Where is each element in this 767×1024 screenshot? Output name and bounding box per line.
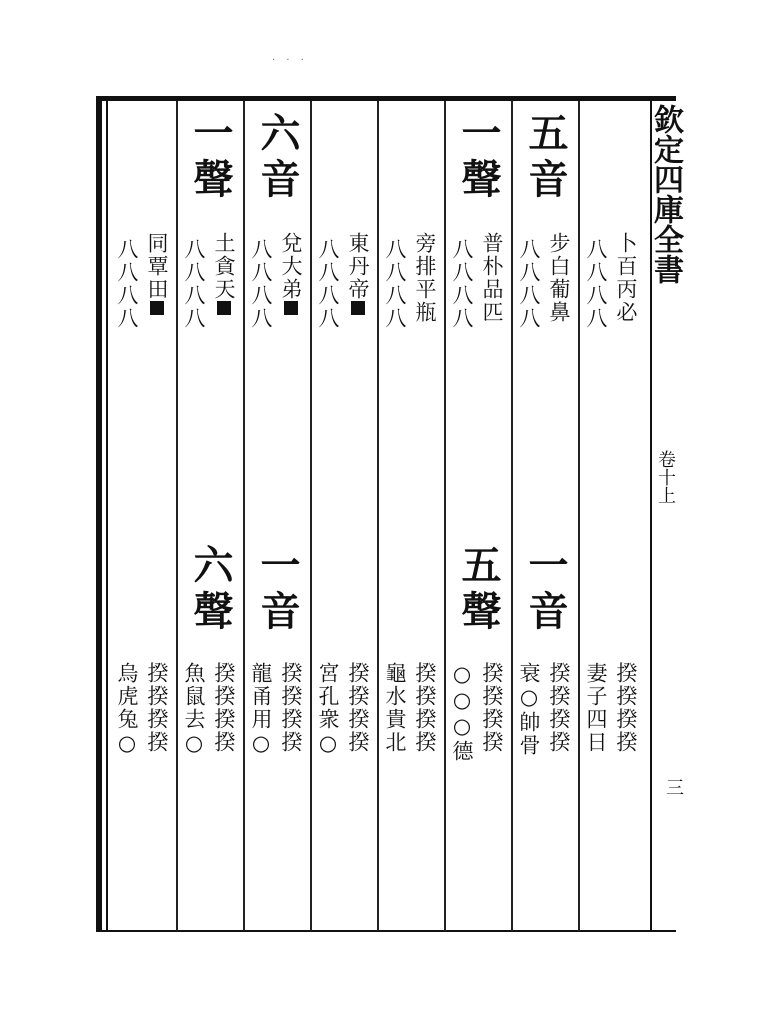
- lower-tone-column: 揆揆揆揆: [212, 662, 236, 754]
- upper-syllable-column: 兌大弟: [278, 232, 304, 315]
- blank-square-glyph: [217, 301, 231, 315]
- lower-tone-column: 揆揆揆揆: [614, 662, 638, 754]
- lower-syllable-column: 宮孔衆○: [316, 662, 340, 757]
- blank-square-glyph: [150, 301, 164, 315]
- frame-inner-line: [106, 101, 108, 931]
- spine-page-number: 三: [663, 778, 684, 796]
- lower-column-label: 五聲: [455, 544, 502, 636]
- upper-syllable-column: 卜百丙必: [614, 232, 638, 324]
- blank-square-glyph: [351, 301, 365, 315]
- lower-syllable-column: 龍甬用○: [249, 662, 273, 757]
- lower-column-label: 六聲: [187, 544, 234, 636]
- upper-syllable-column: 步白葡鼻: [547, 232, 571, 324]
- column-rule: [578, 101, 580, 931]
- column-rule: [511, 101, 513, 931]
- column-rule: [377, 101, 379, 931]
- lower-column-label: 一音: [254, 544, 301, 636]
- lower-tone-column: 揆揆揆揆: [346, 662, 370, 754]
- upper-tone-column: 八八八八: [450, 238, 474, 330]
- upper-tone-column: 八八八八: [249, 238, 273, 330]
- lower-syllable-column: 衰○帥骨: [517, 662, 541, 757]
- upper-column-label: 一聲: [187, 112, 234, 204]
- upper-column-label: 一聲: [455, 112, 502, 204]
- column-rule: [310, 101, 312, 931]
- lower-syllable-column: 魚鼠去○: [182, 662, 206, 757]
- upper-syllable-column: 旁排平瓶: [413, 232, 437, 324]
- lower-tone-column: 揆揆揆揆: [279, 662, 303, 754]
- upper-column-label: 五音: [522, 112, 569, 204]
- upper-column-label: 六音: [254, 112, 301, 204]
- upper-syllable-column: 土貪天: [211, 232, 237, 315]
- upper-syllable-column: 東丹帝: [345, 232, 371, 315]
- lower-tone-column: 揆揆揆揆: [413, 662, 437, 754]
- lower-syllable-column: 妻子四日: [584, 662, 608, 754]
- upper-tone-column: 八八八八: [517, 238, 541, 330]
- upper-tone-column: 八八八八: [182, 238, 206, 330]
- lower-syllable-column: 烏虎兔○: [115, 662, 139, 757]
- upper-tone-column: 八八八八: [383, 238, 407, 330]
- upper-syllable-column: 普朴品匹: [480, 232, 504, 324]
- blank-square-glyph: [284, 301, 298, 315]
- lower-column-label: 一音: [522, 544, 569, 636]
- lower-syllable-column: 龜水貴北: [383, 662, 407, 754]
- lower-syllable-column: ○○○德: [450, 662, 474, 763]
- lower-tone-column: 揆揆揆揆: [480, 662, 504, 754]
- upper-tone-column: 八八八八: [115, 238, 139, 330]
- column-rule: [243, 101, 245, 931]
- upper-syllable-column: 同覃田: [144, 232, 170, 315]
- top-marks: · · ·: [272, 55, 308, 66]
- lower-tone-column: 揆揆揆揆: [547, 662, 571, 754]
- column-rule: [176, 101, 178, 931]
- lower-tone-column: 揆揆揆揆: [145, 662, 169, 754]
- spine-title: 欽定四庫全書: [648, 104, 683, 284]
- column-rule: [444, 101, 446, 931]
- page-frame: [96, 96, 676, 932]
- spine-volume: 卷十上: [655, 450, 676, 504]
- upper-tone-column: 八八八八: [316, 238, 340, 330]
- upper-tone-column: 八八八八: [584, 238, 608, 330]
